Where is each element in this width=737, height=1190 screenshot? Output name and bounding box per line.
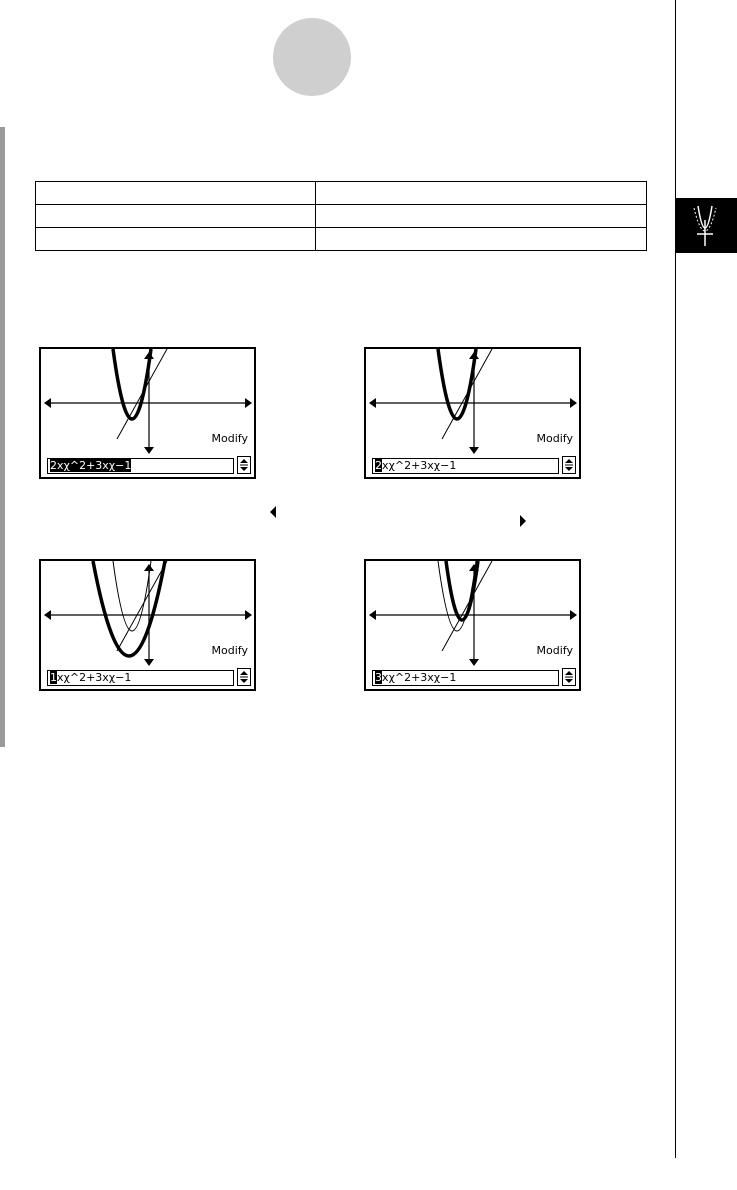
table-row (36, 205, 647, 228)
parameter-table (35, 181, 647, 251)
table-cell (36, 228, 316, 251)
table-cell (316, 182, 647, 205)
modify-label: Modify (211, 644, 248, 657)
section-marker-bar (0, 127, 5, 747)
scroll-control[interactable] (237, 668, 251, 686)
calculator-screen-2 (364, 347, 581, 479)
table-cell (36, 205, 316, 228)
expression-text: xχ^2+3xχ−1 (382, 459, 457, 472)
up-down-arrows-icon (563, 669, 575, 685)
expression-input[interactable] (372, 458, 559, 474)
chapter-circle (273, 18, 351, 96)
expression-input[interactable] (47, 458, 234, 474)
scroll-control[interactable] (237, 456, 251, 474)
table-cell (316, 228, 647, 251)
page-margin-rule (675, 0, 676, 1158)
expression-input[interactable] (47, 670, 234, 686)
table-cell (316, 205, 647, 228)
cursor-char: 1 (50, 671, 57, 684)
up-down-arrows-icon (238, 457, 250, 473)
calculator-screen-3 (39, 559, 256, 691)
selected-text: 2xχ^2+3xχ−1 (50, 459, 132, 472)
scroll-control[interactable] (562, 456, 576, 474)
cursor-right-key-icon (520, 515, 526, 527)
expression-text: xχ^2+3xχ−1 (382, 671, 457, 684)
table-row (36, 182, 647, 205)
table-row (36, 228, 647, 251)
up-down-arrows-icon (238, 669, 250, 685)
cursor-left-key-icon (270, 506, 276, 518)
cursor-char: 2 (375, 459, 382, 472)
graph-parabola-icon (676, 198, 737, 253)
modify-label: Modify (211, 432, 248, 445)
up-down-arrows-icon (563, 457, 575, 473)
modify-label: Modify (536, 432, 573, 445)
expression-text: xχ^2+3xχ−1 (57, 671, 132, 684)
modify-label: Modify (536, 644, 573, 657)
expression-input[interactable] (372, 670, 559, 686)
calculator-screen-4 (364, 559, 581, 691)
table-cell (36, 182, 316, 205)
scroll-control[interactable] (562, 668, 576, 686)
side-tab (676, 198, 737, 253)
cursor-char: 3 (375, 671, 382, 684)
calculator-screen-1 (39, 347, 256, 479)
